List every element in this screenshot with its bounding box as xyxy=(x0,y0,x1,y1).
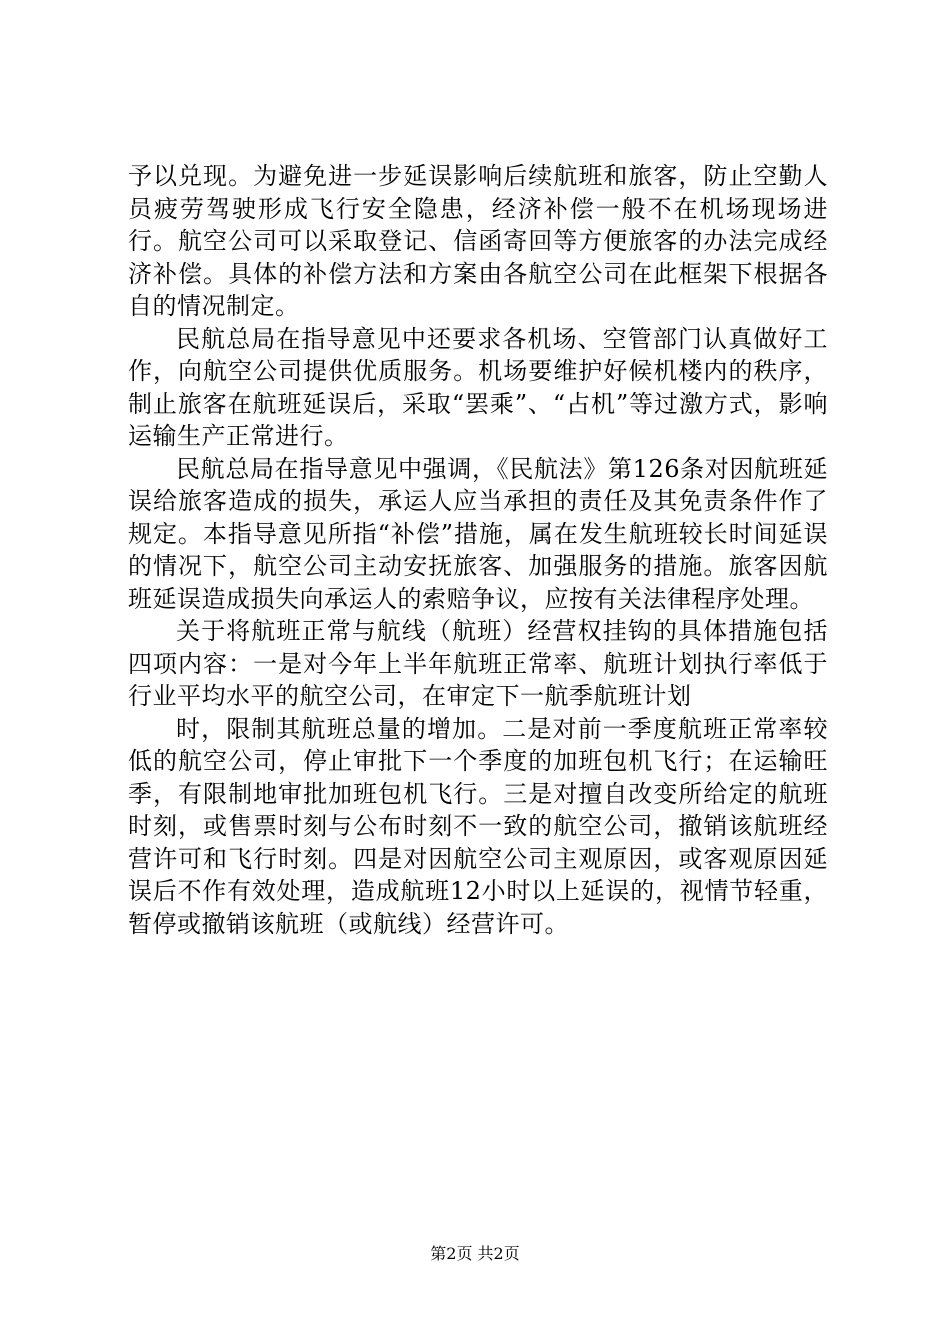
paragraph-4: 关于将航班正常与航线（航班）经营权挂钩的具体措施包括四项内容：一是对今年上半年航班正常率、航班计划执行率低于行业平均水平的航空公司，在审定下一航季航班计划 xyxy=(128,617,828,710)
document-body xyxy=(128,160,828,940)
paragraph-1: 予以兑现。为避免进一步延误影响后续航班和旅客，防止空勤人员疲劳驾驶形成飞行安全隐患，经济补偿一般不在机场现场进行。航空公司可以采取登记、信函寄回等方便旅客的办法完成经济补偿。具体的补偿方法和方案由各航空公司在此框架下根据各自的情况制定。 xyxy=(128,162,828,320)
page-number-footer: 第2页 共2页 xyxy=(430,1244,520,1263)
paragraph-5: 时，限制其航班总量的增加。二是对前一季度航班正常率较低的航空公司，停止审批下一个季度的加班包机飞行；在运输旺季，有限制地审批加班包机飞行。三是对擅自改变所给定的航班时刻，或售票时刻与公布时刻不一致的航空公司，撤销该航班经营许可和飞行时刻。四是对因航空公司主观原因，或客观原因延误后不作有效处理，造成航班12小时以上延误的，视情节轻重，暂停或撤销该航班（或航线）经营许可。 xyxy=(128,714,828,938)
paragraph-3: 民航总局在指导意见中强调，《民航法》第126条对因航班延误给旅客造成的损失，承运人应当承担的责任及其免责条件作了规定。本指导意见所指“补偿”措施，属在发生航班较长时间延误的情况下，航空公司主动安抚旅客、加强服务的措施。旅客因航班延误造成损失向承运人的索赔争议，应按有关法律程序处理。 xyxy=(128,454,828,613)
paragraph-2: 民航总局在指导意见中还要求各机场、空管部门认真做好工作，向航空公司提供优质服务。机场要维护好候机楼内的秩序，制止旅客在航班延误后，采取“罢乘”、“占机”等过激方式，影响运输生产正常进行。 xyxy=(128,324,828,450)
